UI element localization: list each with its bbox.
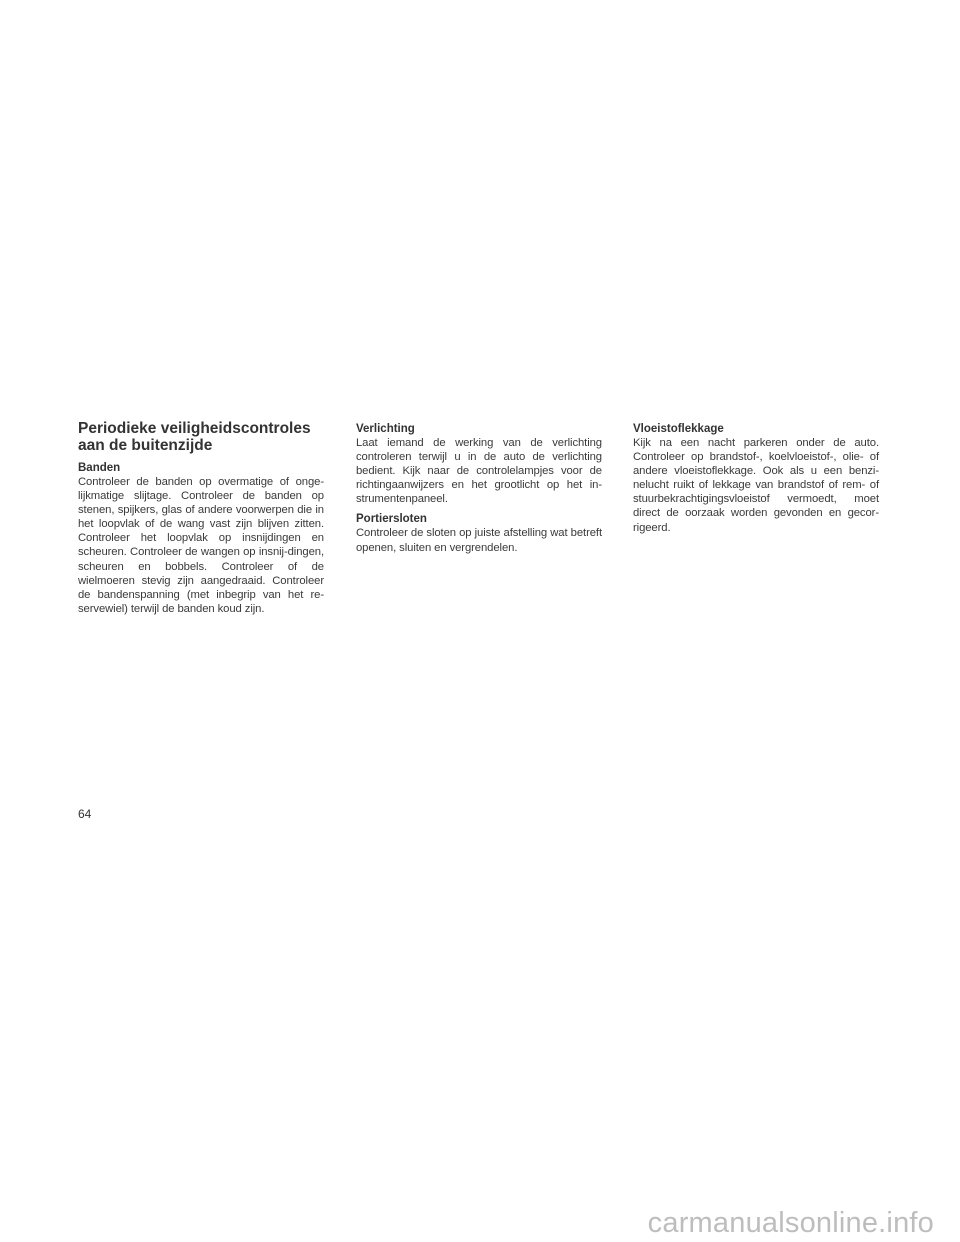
column-2 (356, 420, 602, 561)
subheading-vloeistoflekkage: Vloeistoflekkage (633, 423, 724, 435)
watermark: carmanualsonline.info (647, 1207, 934, 1239)
page-number: 64 (78, 807, 92, 821)
paragraph-vloeistoflekkage: Kijk na een nacht parkeren onder de auto. Controleer op brandstof-, koelvloeistof-, olie- of andere vloeistoflekkage. Ook als u een benzi-nelucht ruikt of lekkage van brandstof of rem- of stuurbekrachtigingsvloeistof vermoedt, moet direct de oorzaak worden gevonden en gecor-rigeerd. (633, 437, 879, 534)
paragraph-banden: Controleer de banden op overmatige of onge-lijkmatige slijtage. Controleer de banden op stenen, spijkers, glas of andere voorwerpen die in het loopvlak of de wang vast zijn blijven zitten. Controleer het loopvlak op insnijdingen en scheuren. Controleer de wangen op insnij-dingen, scheuren en bobbels. Controleer of de wielmoeren stevig zijn aangedraaid. Controleer de bandenspanning (met inbegrip van het re-servewiel) terwijl de banden koud zijn. (78, 476, 324, 615)
section-title: Periodieke veiligheidscontroles aan de buitenzijde (78, 420, 311, 454)
paragraph-verlichting: Laat iemand de werking van de verlichting controleren terwijl u in de auto de verlichting bedient. Kijk naar de controlelampjes voor de richtingaanwijzers en het grootlicht op het in-strumentenpaneel. (356, 437, 602, 506)
subheading-verlichting: Verlichting (356, 423, 415, 435)
subheading-banden: Banden (78, 462, 121, 474)
column-1 (78, 420, 324, 622)
column-3 (633, 420, 879, 541)
paragraph-portiersloten: Controleer de sloten op juiste afstelling wat betreft openen, sluiten en vergrendelen. (356, 527, 602, 554)
subheading-portiersloten: Portiersloten (356, 513, 427, 526)
